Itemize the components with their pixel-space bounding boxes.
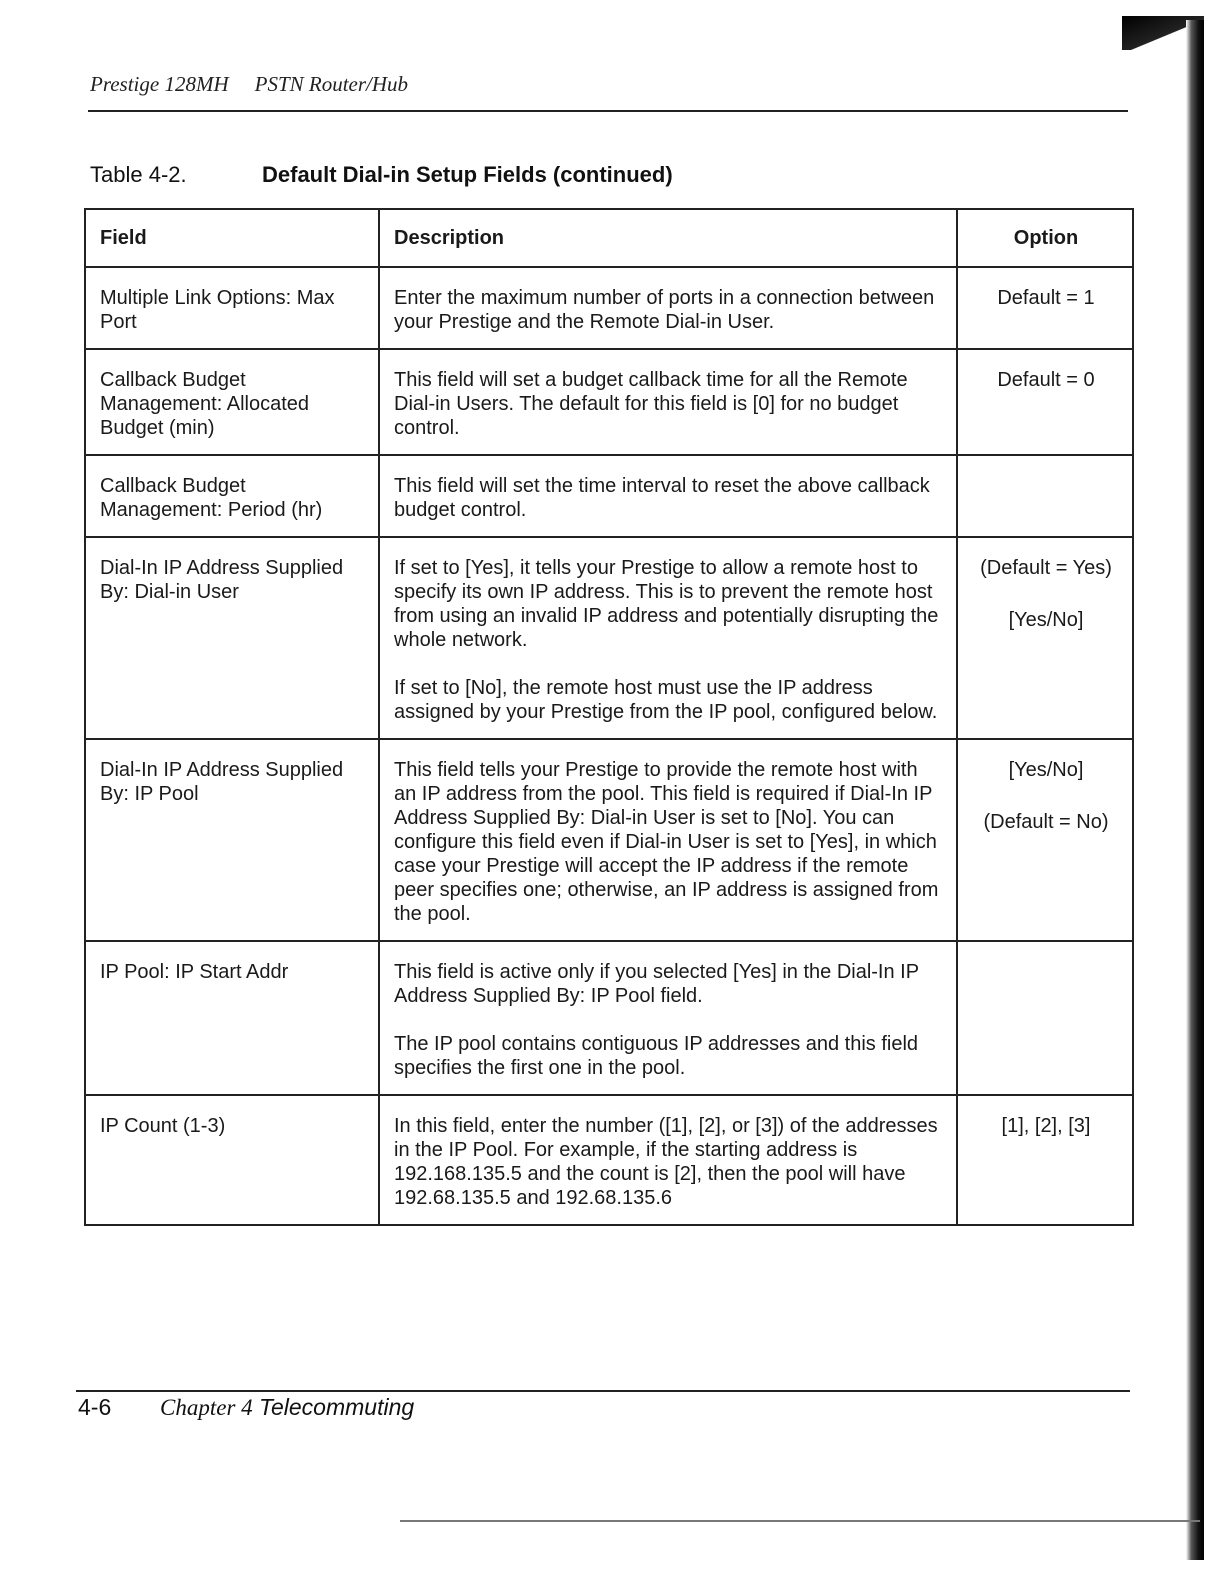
column-header-option: Option [957,209,1133,267]
header-product: Prestige 128MH [90,72,229,96]
table-row [85,739,1133,941]
description-cell [379,349,957,455]
option-cell [957,941,1133,1095]
field-cell: Multiple Link Options: Max Port [85,267,379,349]
description-paragraph: This field will set the time interval to reset the above callback budget control. [394,475,930,521]
description-cell [379,739,957,941]
field-cell: Callback Budget Management: Allocated Budget (min) [85,349,379,455]
table-row [85,455,1133,537]
option-cell [957,537,1133,739]
field-cell: IP Count (1-3) [85,1095,379,1225]
table-caption [90,162,673,188]
description-cell [379,1095,957,1225]
description-paragraph: The IP pool contains contiguous IP addresses and this field specifies the first one in the pool. [394,1033,919,1079]
description-paragraph: In this field, enter the number ([1], [2], or [3]) of the addresses in the IP Pool. For example, if the starting address is 192.168.135.5 and the count is [2], then the pool will have 192.68.135.5 and 192.68.135.6 [394,1115,938,1209]
table-number: Table 4-2. [90,162,187,187]
field-cell: Dial-In IP Address Supplied By: IP Pool [85,739,379,941]
description-paragraph: If set to [No], the remote host must use the IP address assigned by your Prestige from the IP pool, configured below. [394,677,938,723]
footer-chapter: Chapter 4 [160,1395,253,1420]
dial-in-setup-table [84,208,1134,1226]
option-value: (Default = Yes) [980,557,1112,579]
footer-chapter-title: Telecommuting [259,1394,415,1420]
table-header-row [85,209,1133,267]
description-cell [379,455,957,537]
description-paragraph: This field will set a budget callback time for all the Remote Dial-in Users. The default for this field is [0] for no budget control. [394,369,908,439]
table-row [85,941,1133,1095]
field-cell: Callback Budget Management: Period (hr) [85,455,379,537]
description-cell [379,537,957,739]
option-cell [957,1095,1133,1225]
scan-edge-artifact [1186,20,1204,1560]
running-footer [78,1394,414,1421]
field-cell: Dial-In IP Address Supplied By: Dial-in User [85,537,379,739]
option-cell [957,267,1133,349]
running-header [90,72,408,97]
header-subtitle: PSTN Router/Hub [254,72,409,96]
option-value: Default = 0 [997,369,1095,391]
table-row [85,1095,1133,1225]
column-header-description: Description [379,209,957,267]
description-paragraph: This field is active only if you selected [Yes] in the Dial-In IP Address Supplied By: IP Pool field. [394,961,919,1007]
header-rule [88,110,1128,112]
option-value: Default = 1 [997,287,1095,309]
table-title: Default Dial-in Setup Fields (continued) [262,162,673,187]
description-cell [379,941,957,1095]
page-number: 4-6 [78,1394,112,1420]
option-value: [Yes/No] [1008,609,1084,631]
description-paragraph: This field tells your Prestige to provide the remote host with an IP address from the pool. This field is required if Dial-In IP Address Supplied By: Dial-in User is set to [No]. You can configure this field even if Dial-in User is set to [Yes], in which case your Prestige will accept the IP address if the remote peer specifies one; otherwise, an IP address is assigned from the pool. [394,759,939,925]
column-header-field: Field [85,209,379,267]
option-value: [1], [2], [3] [1001,1115,1091,1137]
description-paragraph: If set to [Yes], it tells your Prestige to allow a remote host to specify its own IP address. This is to prevent the remote host from using an invalid IP address and potentially disrupting the whole network. [394,557,939,651]
option-value: [Yes/No] [1008,759,1084,781]
option-value: (Default = No) [983,811,1109,833]
option-cell [957,455,1133,537]
table-row [85,349,1133,455]
table-row [85,267,1133,349]
description-cell [379,267,957,349]
option-cell [957,349,1133,455]
footer-rule [76,1390,1130,1392]
field-cell: IP Pool: IP Start Addr [85,941,379,1095]
table-body [85,267,1133,1225]
description-paragraph: Enter the maximum number of ports in a connection between your Prestige and the Remote Dial-in User. [394,287,935,333]
table-row [85,537,1133,739]
option-cell [957,739,1133,941]
scan-bottom-rule [400,1520,1200,1522]
